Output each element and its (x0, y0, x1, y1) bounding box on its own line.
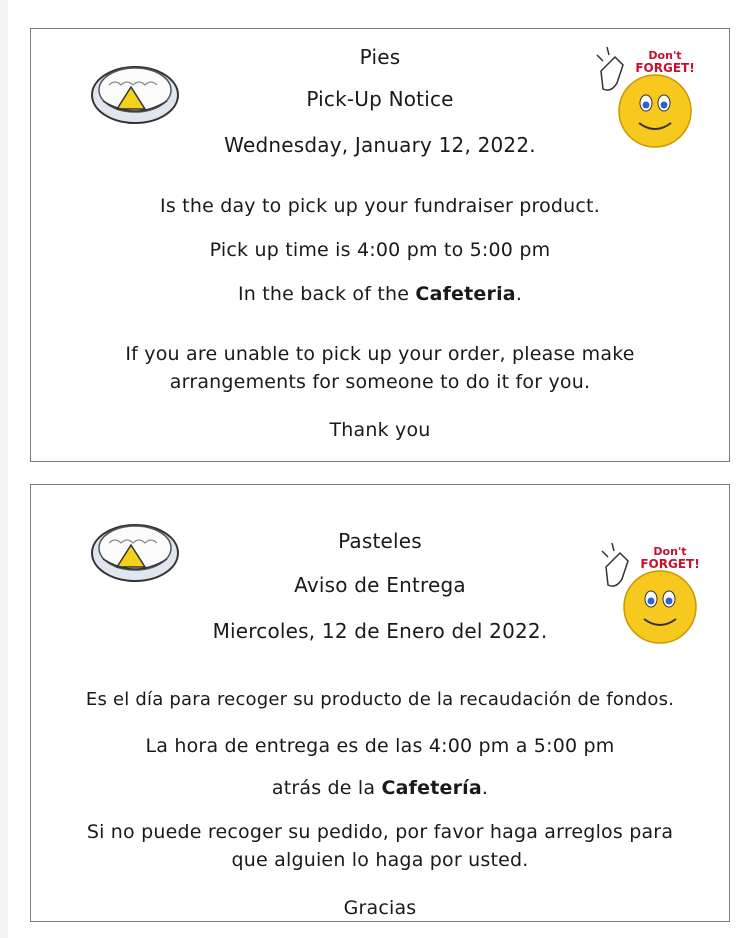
spanish-notice-card (30, 484, 730, 922)
pickup-time-line: Pick up time is 4:00 pm to 5:00 pm (209, 239, 551, 261)
pickup-time-line: La hora de entrega es de las 4:00 pm a 5:00 pm (145, 735, 615, 757)
notice-title: Pies (359, 45, 401, 69)
unable-line-2: que alguien lo haga por usted. (231, 849, 529, 871)
unable-line-1: If you are unable to pick up your order, please make (125, 343, 635, 365)
location-suffix: . (481, 777, 489, 799)
sticker-text-line1: Don't (653, 545, 687, 558)
location-cafeteria: Cafeteria (415, 283, 516, 305)
sticker-text-line2: FORGET! (640, 557, 700, 571)
pickup-day-line: Is the day to pick up your fundraiser product. (160, 195, 600, 217)
sticker-text-line2: FORGET! (635, 61, 695, 75)
closing-text: Gracias (343, 897, 417, 919)
sticker-text-line1: Don't (648, 49, 682, 62)
notice-date: Miercoles, 12 de Enero del 2022. (212, 619, 548, 643)
location-cafeteria: Cafetería (381, 777, 482, 799)
notice-subtitle: Aviso de Entrega (294, 573, 466, 597)
pickup-location-line (31, 777, 729, 799)
pickup-day-line: Es el día para recoger su producto de la recaudación de fondos. (85, 689, 675, 710)
closing-text: Thank you (329, 419, 431, 441)
notice-date: Wednesday, January 12, 2022. (224, 133, 536, 157)
pickup-location-line (31, 283, 729, 305)
location-prefix: In the back of the (237, 283, 416, 305)
notice-title: Pasteles (338, 529, 422, 553)
english-notice-card (30, 28, 730, 462)
notice-subtitle: Pick-Up Notice (306, 87, 454, 111)
unable-line-2: arrangements for someone to do it for you. (169, 371, 591, 393)
notice-sheet (8, 0, 750, 938)
unable-line-1: Si no puede recoger su pedido, por favor haga arreglos para (86, 821, 674, 843)
location-suffix: . (515, 283, 523, 305)
location-prefix: atrás de la (271, 777, 382, 799)
